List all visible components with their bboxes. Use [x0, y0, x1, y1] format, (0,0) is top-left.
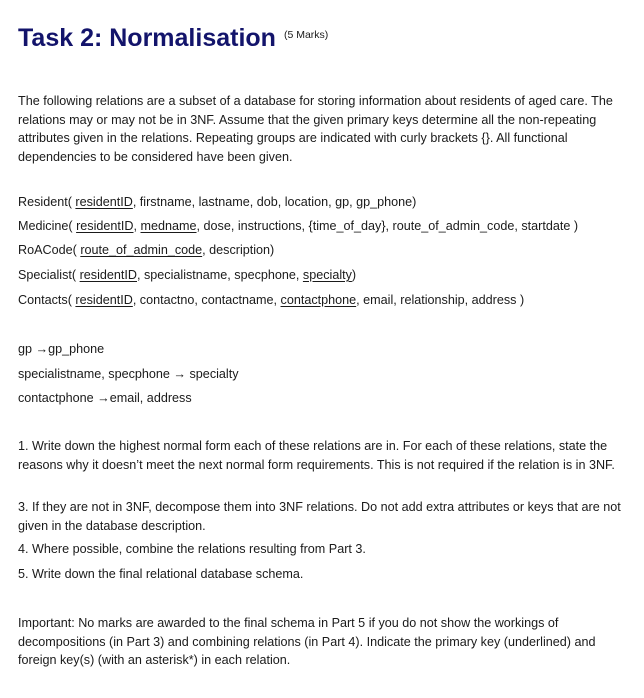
primary-key: residentID — [79, 268, 137, 282]
relation-name: Contacts( — [18, 293, 72, 307]
page-title: Task 2: Normalisation — [18, 24, 276, 52]
relation-end: ) — [351, 268, 357, 282]
dependency-specialist: specialistname, specphone → specialty — [18, 367, 239, 381]
relation-specialist — [18, 266, 356, 284]
relation-contacts — [18, 291, 524, 309]
question-4: 4. Where possible, combine the relations resulting from Part 3. — [18, 542, 366, 556]
question-5: 5. Write down the final relational database schema. — [18, 567, 304, 581]
primary-key: contactphone — [280, 293, 357, 307]
primary-key: specialty — [302, 268, 352, 282]
relation-attributes: , dose, instructions, {time_of_day}, route_of_admin_code, startdate ) — [196, 219, 579, 233]
primary-key: residentID — [76, 219, 134, 233]
key-separator: , — [133, 219, 141, 233]
relation-name: Resident( — [18, 195, 72, 209]
question-1: 1. Write down the highest normal form each of these relations are in. For each of these relations, state the reasons why it doesn’t meet the next normal form requirements. This is not required if the relation is in 3NF. — [18, 439, 615, 472]
relation-name: Medicine( — [18, 219, 73, 233]
dependency-gp: gp →gp_phone — [18, 342, 105, 356]
relation-attributes: , specialistname, specphone, — [137, 268, 303, 282]
primary-key: route_of_admin_code — [80, 243, 203, 257]
relation-attributes: , contactno, contactname, — [132, 293, 281, 307]
marks-label: (5 Marks) — [283, 29, 329, 41]
relation-name: Specialist( — [18, 268, 77, 282]
primary-key: medname — [140, 219, 197, 233]
relation-roacode — [18, 241, 274, 259]
relation-resident — [18, 193, 416, 211]
primary-key: residentID — [75, 293, 133, 307]
relation-end: , email, relationship, address ) — [356, 293, 525, 307]
title-row — [18, 24, 328, 53]
relation-attributes: , description) — [202, 243, 275, 257]
dependency-contact: contactphone →email, address — [18, 391, 192, 405]
primary-key: residentID — [75, 195, 133, 209]
relation-attributes: , firstname, lastname, dob, location, gp, gp_phone) — [132, 195, 417, 209]
intro-paragraph: The following relations are a subset of a database for storing information about residents of aged care. The relations may or may not be in 3NF. Assume that the given primary keys determine all the non-repeating attributes given in the relations. Repeating groups are indicated with curly brackets {}. All functional dependencies to be considered have been given. — [18, 94, 613, 164]
question-3: 3. If they are not in 3NF, decompose them into 3NF relations. Do not add extra attributes or keys that are not given in the database description. — [18, 500, 621, 533]
important-note: Important: No marks are awarded to the final schema in Part 5 if you do not show the workings of decompositions (in Part 3) and combining relations (in Part 4). Indicate the primary key (underlined) and foreign key(s) (with an asterisk*) in each relation. — [18, 616, 596, 667]
relation-medicine — [18, 217, 578, 235]
relation-name: RoACode( — [18, 243, 77, 257]
